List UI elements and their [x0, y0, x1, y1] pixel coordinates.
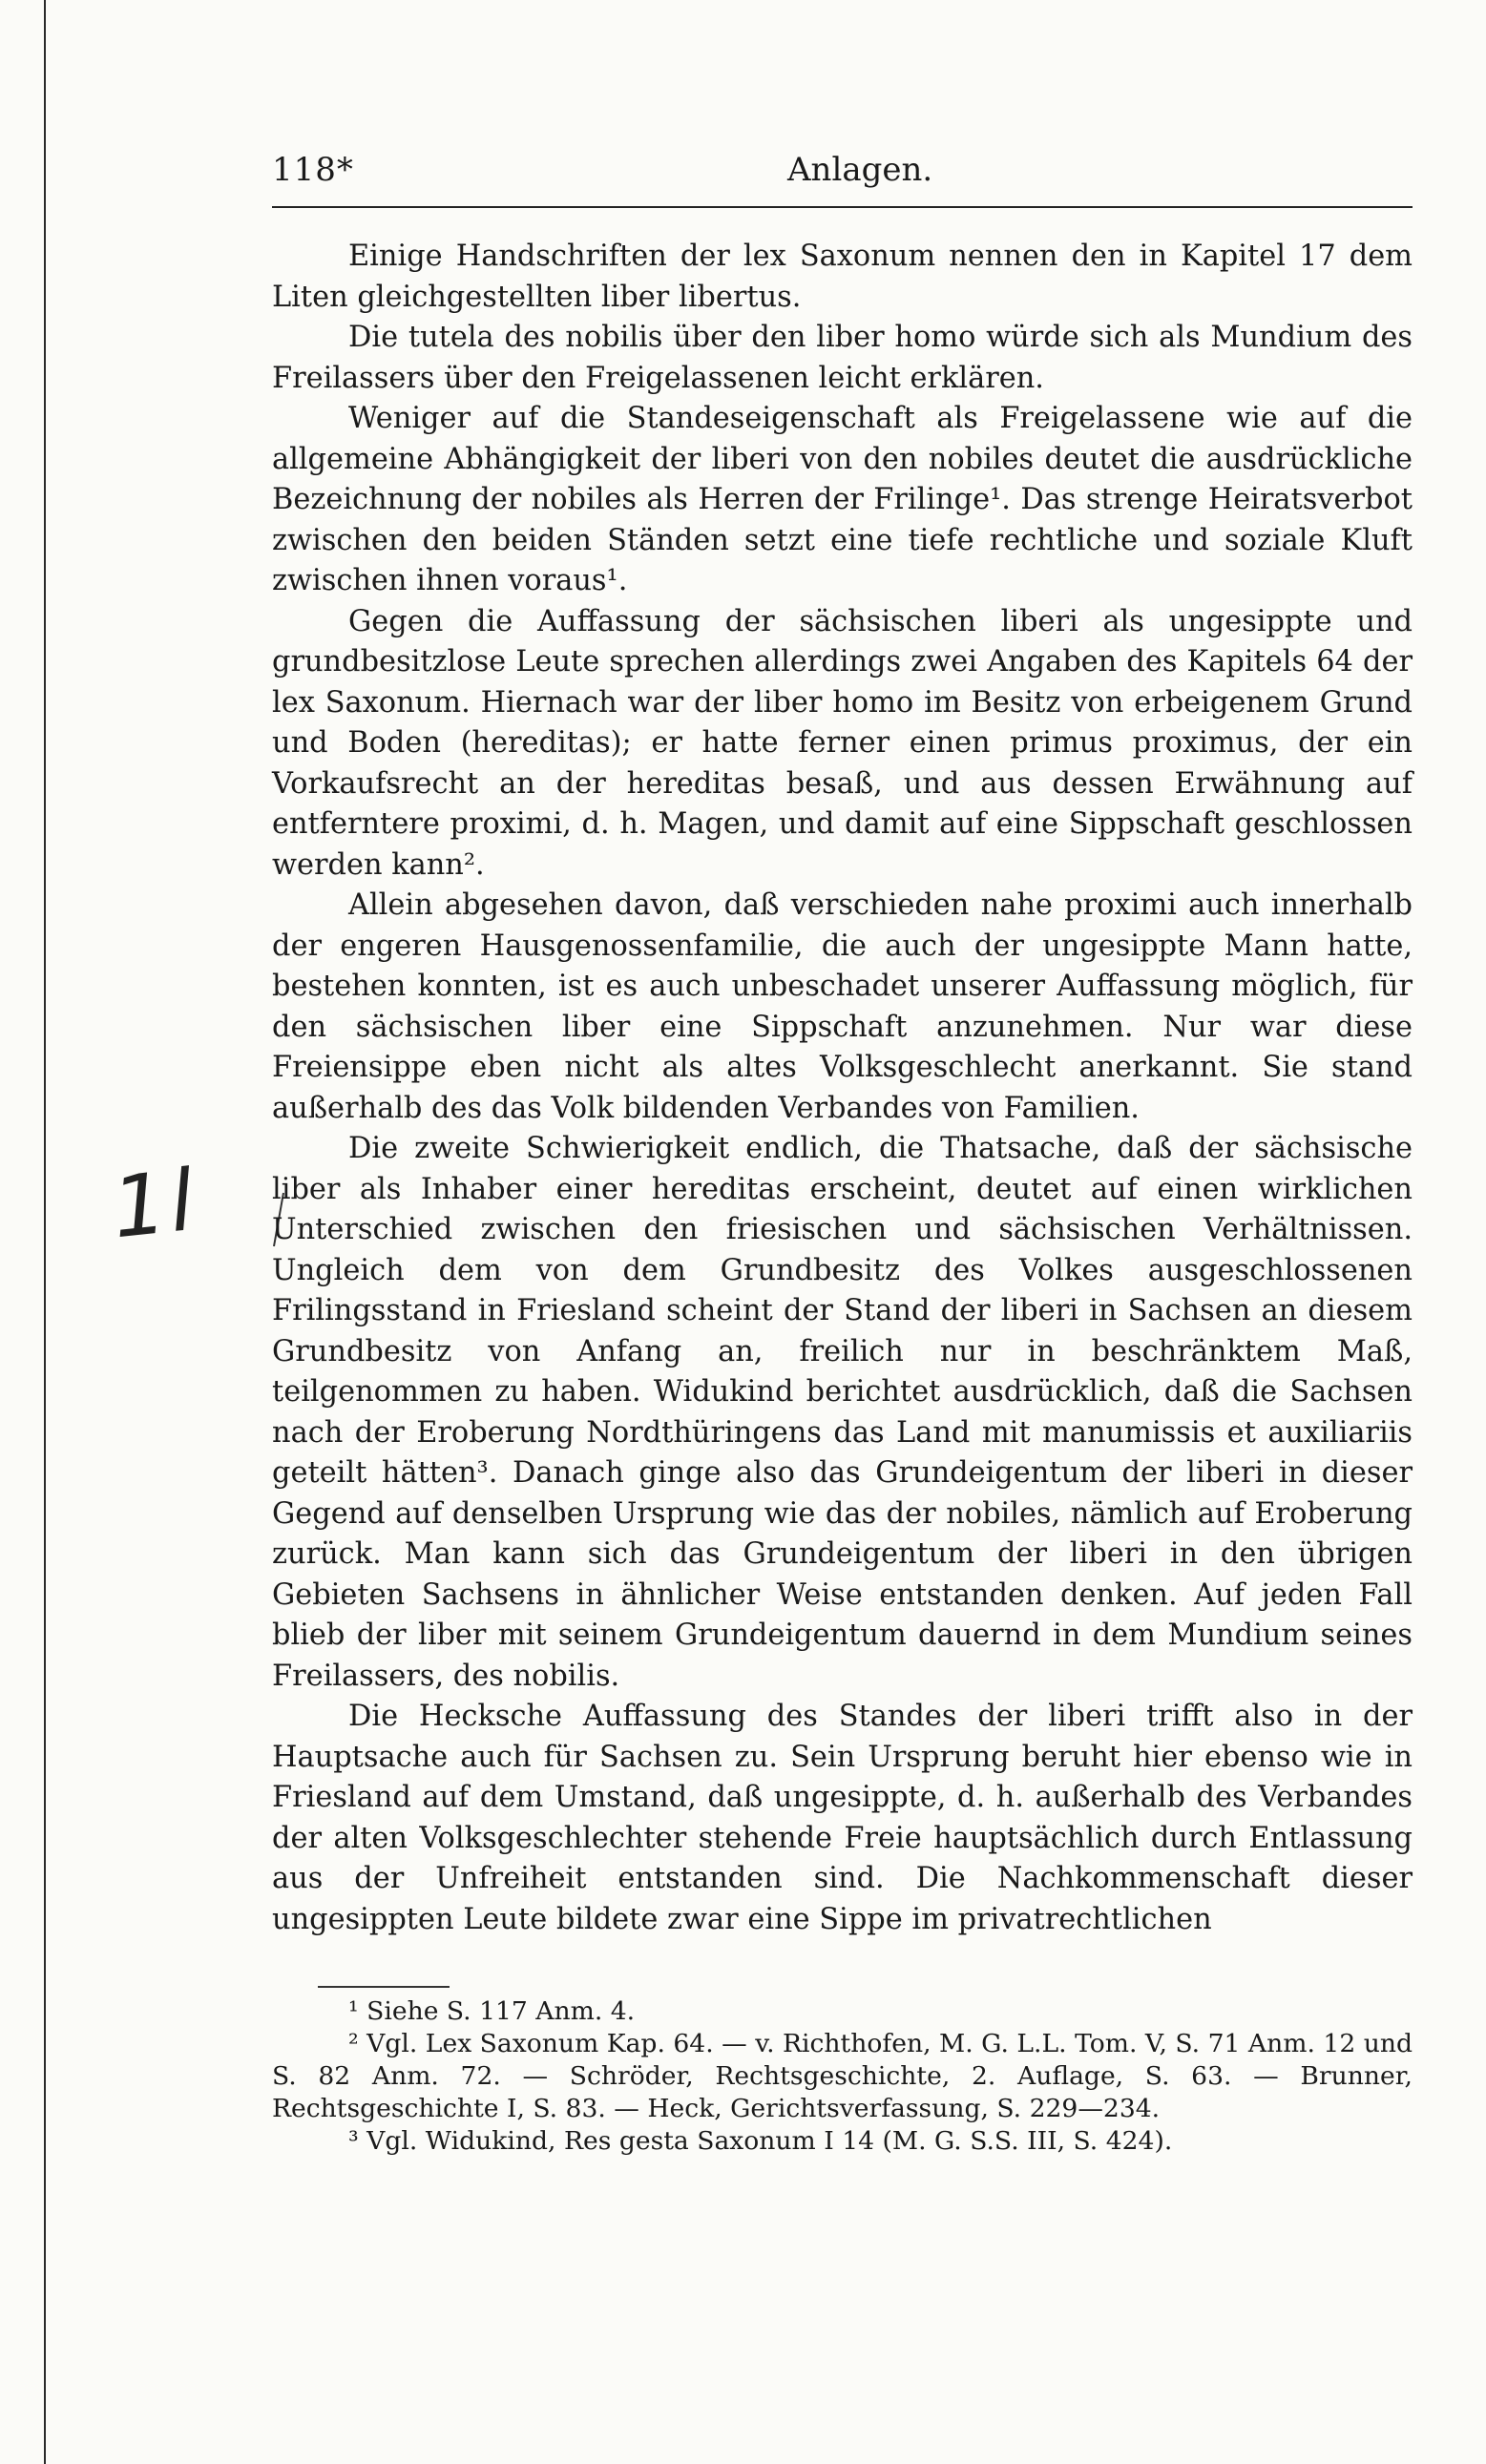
footnote: ¹ Siehe S. 117 Anm. 4.: [348, 1996, 636, 2026]
footnote: ² Vgl. Lex Saxonum Kap. 64. — v. Richthofen, M. G. L.L. Tom. V, S. 71 Anm. 12 und S. 82 Anm. 72. — Schröder, Rechtsgeschichte, 2. Auflage, S. 63. — Brunner, Rechtsgeschichte I, S. 83. — Heck, Gerichtsverfassung, S. 229—234.: [272, 2029, 1413, 2123]
paragraph: Gegen die Auffassung der sächsischen liberi als ungesippte und grundbesitzlose Leute sprechen allerdings zwei Angaben des Kapitels 64 der lex Saxonum. Hiernach war der liber homo im Besitz von erbeigenem Grund und Boden (hereditas); er hatte ferner einen primus proximus, der ein Vorkaufsrecht an der hereditas besaß, und aus dessen Erwähnung auf entferntere proximi, d. h. Magen, und damit auf eine Sippschaft geschlossen werden kann².: [272, 604, 1413, 882]
page-binding-edge: [44, 0, 46, 2464]
footnotes: [272, 1995, 1413, 2158]
page-number: 118*: [272, 151, 354, 189]
paragraph: Die zweite Schwierigkeit endlich, die Thatsache, daß der sächsische liber als Inhaber einer hereditas erscheint, deutet auf einen wirklichen Unterschied zwischen den friesischen und sächsischen Verhältnissen. Ungleich dem von dem Grundbesitz des Volkes ausgeschlossenen Frilingsstand in Friesland scheint der Stand der liberi in Sachsen an diesem Grundbesitz von Anfang an, freilich nur in beschränktem Maß, teilgenommen zu haben. Widukind berichtet ausdrücklich, daß die Sachsen nach der Eroberung Nordthüringens das Land mit manumissis et auxiliariis geteilt hätten³. Danach ginge also das Grundeigentum der liberi in dieser Gegend auf denselben Ursprung wie das der nobiles, nämlich auf Eroberung zurück. Man kann sich das Grundeigentum der liberi in den übrigen Gebieten Sachsens in ähnlicher Weise entstanden denken. Auf jeden Fall blieb der liber mit seinem Grundeigentum dauernd in dem Mundium seines Freilassers, des nobilis.: [272, 1132, 1413, 1693]
paragraph: Einige Handschriften der lex Saxonum nennen den in Kapitel 17 dem Liten gleichgestellten liber libertus.: [272, 240, 1413, 314]
footnote: ³ Vgl. Widukind, Res gesta Saxonum I 14 (M. G. S.S. III, S. 424).: [348, 2126, 1173, 2156]
header-rule: [272, 206, 1413, 208]
paragraph: Allein abgesehen davon, daß verschieden nahe proximi auch innerhalb der engeren Hausgenossenfamilie, die auch der ungesippte Mann hatte, bestehen konnten, ist es auch unbeschadet unserer Auffassung möglich, für den sächsischen liber eine Sippschaft anzunehmen. Nur war diese Freiensippe eben nicht als altes Volksgeschlecht anerkannt. Sie stand außerhalb des das Volk bildenden Verbandes von Familien.: [272, 888, 1413, 1125]
paragraph: Weniger auf die Standeseigenschaft als Freigelassene wie auf die allgemeine Abhängigkeit der liberi von den nobiles deutet die ausdrückliche Bezeichnung der nobiles als Herren der Frilinge¹. Das strenge Heiratsverbot zwischen den beiden Ständen setzt eine tiefe rechtliche und soziale Kluft zwischen ihnen voraus¹.: [272, 402, 1413, 597]
paragraph: Die tutela des nobilis über den liber homo würde sich als Mundium des Freilassers über den Freigelassenen leicht erklären.: [272, 321, 1413, 395]
footnote-rule: [318, 1986, 450, 1988]
book-page: [272, 151, 1413, 2158]
page-header: [272, 151, 1413, 198]
running-title: Anlagen.: [787, 151, 933, 189]
paragraph: Die Hecksche Auffassung des Standes der liberi trifft also in der Hauptsache auch für Sachsen zu. Sein Ursprung beruht hier ebenso wie in Friesland auf dem Umstand, daß ungesippte, d. h. außerhalb des Verbandes der alten Volksgeschlechter stehende Freie hauptsächlich durch Entlassung aus der Unfreiheit entstanden sind. Die Nachkommenschaft dieser ungesippten Leute bildete zwar eine Sippe im privatrechtlichen: [272, 1700, 1413, 1936]
handwritten-margin-note: 1l: [107, 1150, 202, 1258]
body-text: [272, 237, 1413, 1940]
